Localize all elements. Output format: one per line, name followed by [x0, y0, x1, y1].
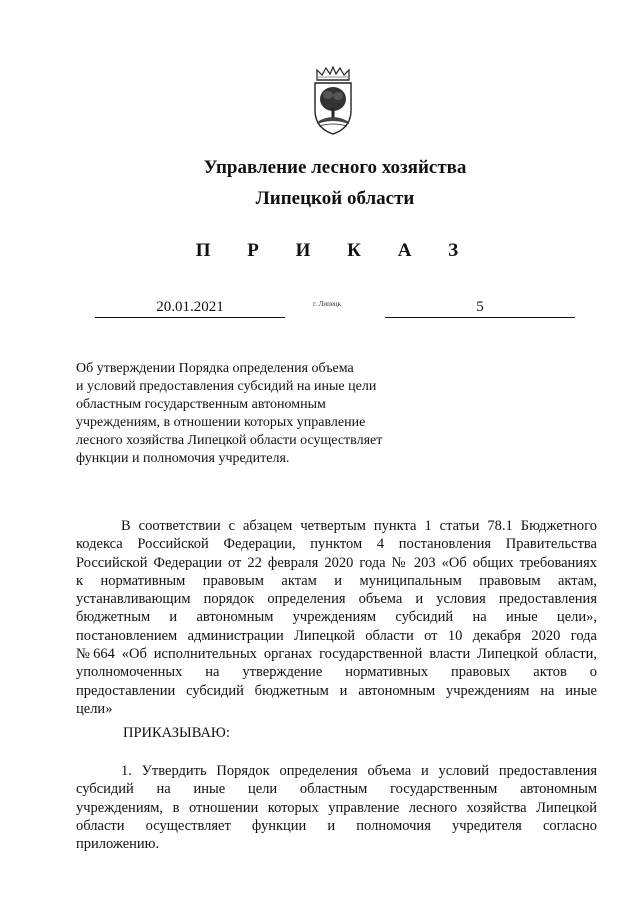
organization-name-line1: Управление лесного хозяйства [203, 157, 467, 178]
subject-line: и условий предоставления субсидий на иные цели [76, 379, 377, 394]
document-subject [76, 360, 436, 468]
preamble-line: Российской Федерации от 22 февраля 2020 года № 203 «Об общих требованиях [76, 554, 597, 571]
subject-line: учреждениям, в отношении которых управление [76, 415, 366, 430]
preamble-line: В соответствии с абзацем четвертым пункта 1 статьи 78.1 Бюджетного [121, 518, 597, 534]
document-number: 5 [385, 297, 575, 318]
lipetsk-coat-of-arms-icon [309, 66, 357, 136]
preamble-line: к нормативным правовым актам и муниципальным правовым актам, [76, 572, 597, 589]
item-line: 1. Утвердить Порядок определения объема и условий предоставления [121, 763, 597, 779]
item-line: приложению. [76, 836, 160, 853]
preamble-line: уполномоченных на утверждение нормативных правовых актов о [76, 664, 597, 681]
item-line: области осуществляет функции и полномочия учредителя согласно [76, 817, 597, 834]
subject-line: областным государственным автономным [76, 397, 326, 412]
order-item-1 [76, 762, 597, 853]
document-type-title: П Р И К А З [195, 240, 475, 261]
subject-line: функции и полномочия учредителя. [76, 451, 290, 466]
subject-line: лесного хозяйства Липецкой области осуществляет [76, 433, 383, 448]
preamble-line: предоставлении субсидий бюджетным и автономным учреждениям на иные [76, 682, 597, 699]
order-directive: ПРИКАЗЫВАЮ: [123, 725, 230, 741]
preamble-line: постановлением администрации Липецкой области от 10 декабря 2020 года [76, 627, 597, 644]
item-line: субсидий на иные цели областным государственным автономным [76, 781, 597, 798]
preamble-line: кодекса Российской Федерации, пунктом 4 постановления Правительства [76, 536, 597, 553]
preamble-line: цели» [76, 700, 113, 717]
item-line: учреждениям, в отношении которых управление лесного хозяйства Липецкой [76, 799, 597, 816]
document-date: 20.01.2021 [95, 297, 285, 318]
document-city: г. Липецк [313, 300, 342, 308]
subject-line: Об утверждении Порядка определения объема [76, 361, 354, 376]
preamble-line: №664 «Об исполнительных органах государственной власти Липецкой области, [76, 646, 597, 663]
preamble-line: устанавливающим порядок определения объема и условия предоставления [76, 591, 597, 608]
preamble-paragraph [76, 517, 597, 718]
organization-name-line2: Липецкой области [255, 188, 415, 209]
preamble-line: бюджетным и автономным учреждениям субсидий на иные цели», [76, 609, 597, 626]
